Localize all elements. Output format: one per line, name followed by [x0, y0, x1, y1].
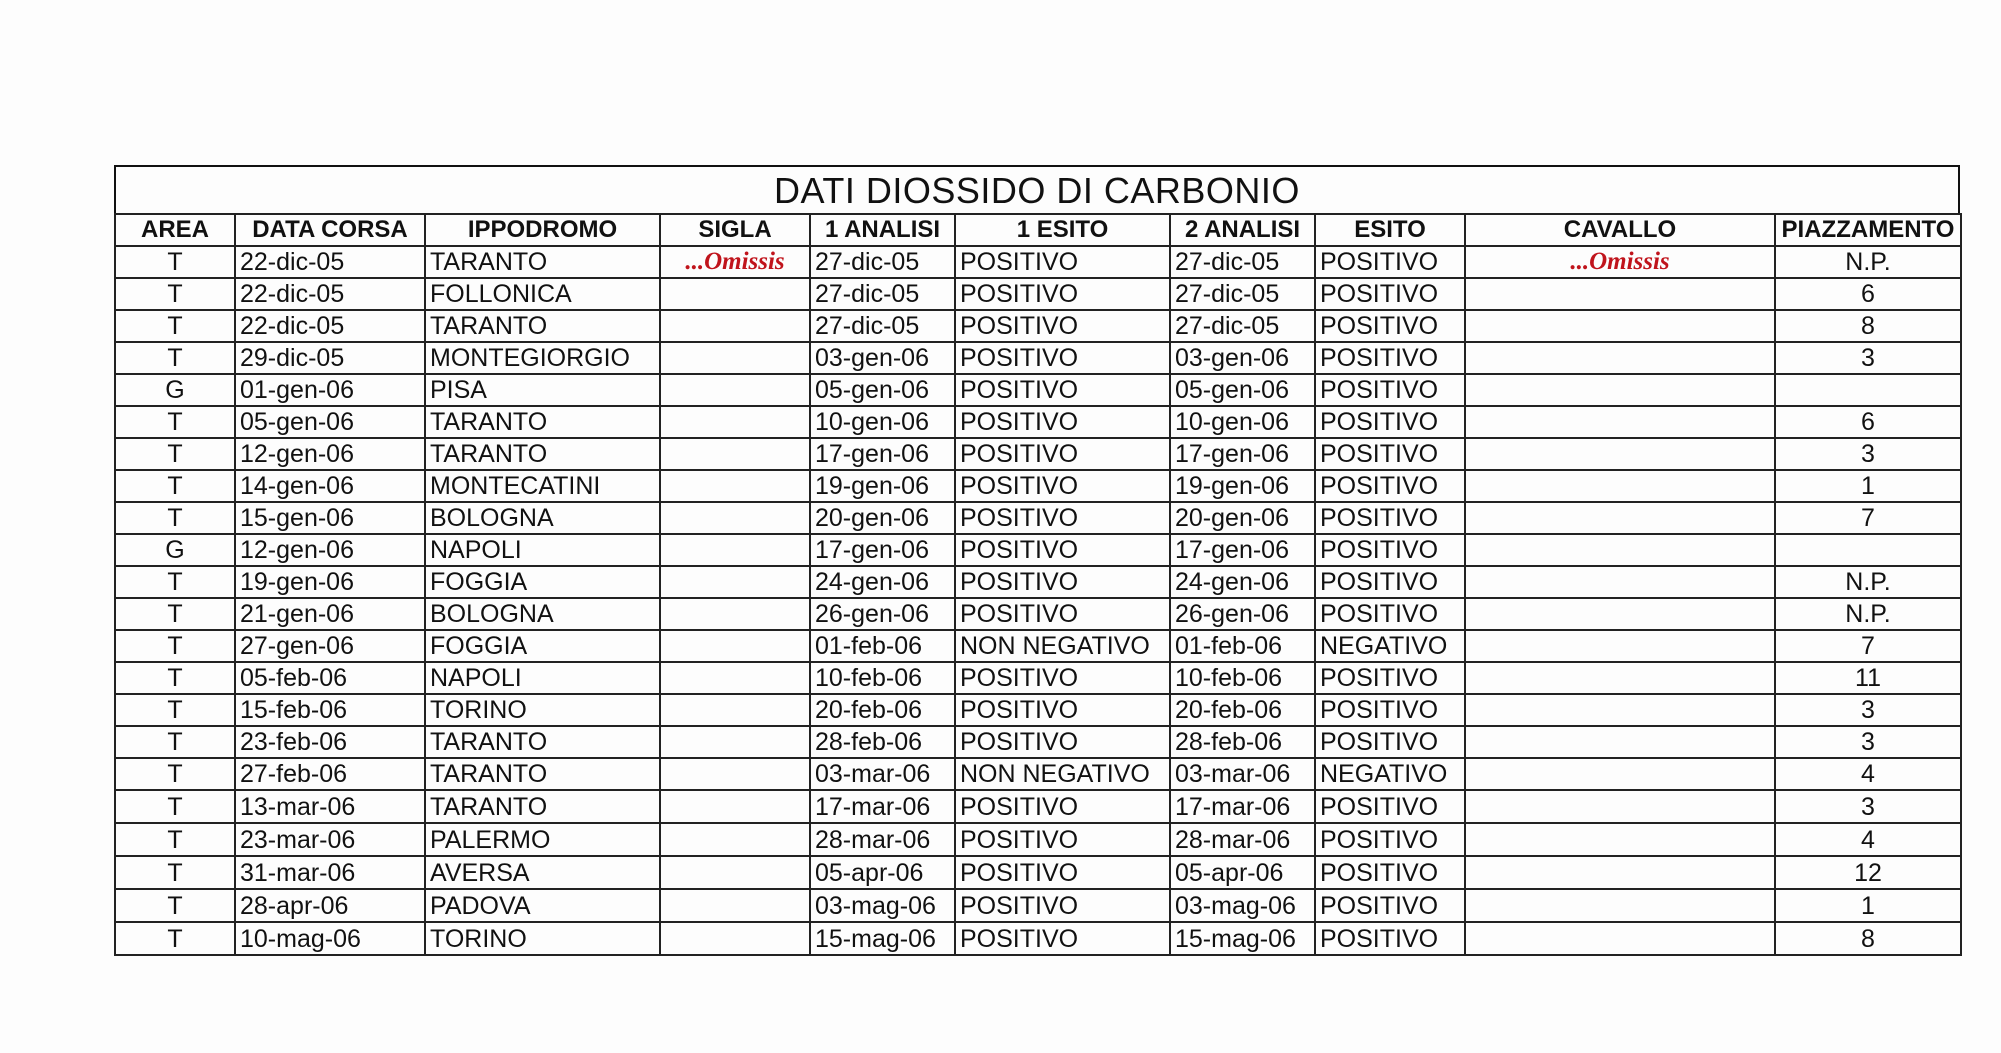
cell-2-analisi: 20-feb-06 — [1170, 694, 1315, 726]
cell-sigla — [660, 470, 810, 502]
cell-ippodromo: TARANTO — [425, 246, 660, 278]
cell-cavallo — [1465, 630, 1775, 662]
cell-esito: POSITIVO — [1315, 726, 1465, 758]
cell-esito: POSITIVO — [1315, 922, 1465, 955]
cell-area: T — [115, 502, 235, 534]
cell-1-esito: POSITIVO — [955, 534, 1170, 566]
cell-1-analisi: 24-gen-06 — [810, 566, 955, 598]
cell-sigla — [660, 823, 810, 856]
cell-sigla — [660, 278, 810, 310]
cell-cavallo — [1465, 758, 1775, 790]
cell-area: T — [115, 823, 235, 856]
cell-area: T — [115, 438, 235, 470]
cell-piazzamento: 6 — [1775, 278, 1961, 310]
cell-esito: NEGATIVO — [1315, 630, 1465, 662]
cell-ippodromo: MONTEGIORGIO — [425, 342, 660, 374]
cell-piazzamento: N.P. — [1775, 566, 1961, 598]
cell-1-analisi: 20-feb-06 — [810, 694, 955, 726]
cell-1-esito: POSITIVO — [955, 310, 1170, 342]
cell-2-analisi: 03-mar-06 — [1170, 758, 1315, 790]
table-row — [115, 726, 1961, 758]
table-row — [115, 566, 1961, 598]
cell-piazzamento: 1 — [1775, 889, 1961, 922]
cell-1-analisi: 28-mar-06 — [810, 823, 955, 856]
table-row — [115, 790, 1961, 823]
cell-data-corsa: 29-dic-05 — [235, 342, 425, 374]
cell-esito: POSITIVO — [1315, 470, 1465, 502]
cell-1-analisi: 26-gen-06 — [810, 598, 955, 630]
cell-area: T — [115, 406, 235, 438]
table-row — [115, 406, 1961, 438]
cell-2-analisi: 15-mag-06 — [1170, 922, 1315, 955]
cell-2-analisi: 19-gen-06 — [1170, 470, 1315, 502]
cell-2-analisi: 27-dic-05 — [1170, 246, 1315, 278]
cell-area: T — [115, 922, 235, 955]
cell-1-esito: POSITIVO — [955, 342, 1170, 374]
table-row — [115, 694, 1961, 726]
table-row — [115, 598, 1961, 630]
cell-2-analisi: 01-feb-06 — [1170, 630, 1315, 662]
cell-1-analisi: 10-feb-06 — [810, 662, 955, 694]
cell-data-corsa: 12-gen-06 — [235, 438, 425, 470]
cell-esito: POSITIVO — [1315, 889, 1465, 922]
cell-esito: POSITIVO — [1315, 566, 1465, 598]
cell-area: G — [115, 534, 235, 566]
table-row — [115, 662, 1961, 694]
cell-ippodromo: TARANTO — [425, 310, 660, 342]
cell-cavallo — [1465, 823, 1775, 856]
cell-data-corsa: 22-dic-05 — [235, 310, 425, 342]
cell-cavallo — [1465, 726, 1775, 758]
cell-1-esito: POSITIVO — [955, 790, 1170, 823]
cell-sigla — [660, 726, 810, 758]
cell-ippodromo: BOLOGNA — [425, 598, 660, 630]
table-body — [115, 246, 1961, 955]
cell-1-analisi: 03-mar-06 — [810, 758, 955, 790]
cell-1-analisi: 15-mag-06 — [810, 922, 955, 955]
cell-piazzamento — [1775, 374, 1961, 406]
cell-2-analisi: 17-gen-06 — [1170, 438, 1315, 470]
cell-sigla — [660, 534, 810, 566]
cell-ippodromo: TARANTO — [425, 406, 660, 438]
cell-ippodromo: TARANTO — [425, 758, 660, 790]
cell-1-esito: POSITIVO — [955, 694, 1170, 726]
cell-1-esito: POSITIVO — [955, 823, 1170, 856]
cell-area: T — [115, 856, 235, 889]
header-cavallo: CAVALLO — [1465, 214, 1775, 246]
table-row — [115, 502, 1961, 534]
cell-data-corsa: 15-feb-06 — [235, 694, 425, 726]
cell-1-analisi: 05-gen-06 — [810, 374, 955, 406]
cell-cavallo — [1465, 438, 1775, 470]
cell-esito: POSITIVO — [1315, 823, 1465, 856]
cell-piazzamento: 6 — [1775, 406, 1961, 438]
cell-sigla — [660, 630, 810, 662]
cell-area: T — [115, 889, 235, 922]
cell-sigla — [660, 406, 810, 438]
table-row — [115, 856, 1961, 889]
cell-data-corsa: 31-mar-06 — [235, 856, 425, 889]
cell-2-analisi: 27-dic-05 — [1170, 310, 1315, 342]
cell-1-esito: POSITIVO — [955, 438, 1170, 470]
table-row — [115, 823, 1961, 856]
cell-data-corsa: 22-dic-05 — [235, 246, 425, 278]
cell-data-corsa: 22-dic-05 — [235, 278, 425, 310]
table-row — [115, 310, 1961, 342]
cell-piazzamento: 3 — [1775, 726, 1961, 758]
cell-cavallo — [1465, 922, 1775, 955]
cell-cavallo — [1465, 566, 1775, 598]
cell-area: T — [115, 630, 235, 662]
cell-cavallo — [1465, 406, 1775, 438]
cell-sigla — [660, 502, 810, 534]
cell-ippodromo: PALERMO — [425, 823, 660, 856]
cell-sigla — [660, 790, 810, 823]
table-row — [115, 374, 1961, 406]
cell-ippodromo: TORINO — [425, 922, 660, 955]
cell-ippodromo: TARANTO — [425, 438, 660, 470]
cell-1-analisi: 27-dic-05 — [810, 246, 955, 278]
cell-esito: POSITIVO — [1315, 406, 1465, 438]
cell-area: T — [115, 694, 235, 726]
cell-2-analisi: 05-gen-06 — [1170, 374, 1315, 406]
cell-1-analisi: 17-gen-06 — [810, 534, 955, 566]
cell-1-analisi: 20-gen-06 — [810, 502, 955, 534]
cell-1-esito: POSITIVO — [955, 278, 1170, 310]
cell-data-corsa: 19-gen-06 — [235, 566, 425, 598]
table-row — [115, 630, 1961, 662]
cell-1-analisi: 27-dic-05 — [810, 310, 955, 342]
cell-esito: NEGATIVO — [1315, 758, 1465, 790]
table-row — [115, 758, 1961, 790]
cell-piazzamento: 8 — [1775, 310, 1961, 342]
cell-data-corsa: 27-feb-06 — [235, 758, 425, 790]
cell-sigla — [660, 758, 810, 790]
cell-area: T — [115, 790, 235, 823]
cell-area: T — [115, 470, 235, 502]
cell-sigla — [660, 374, 810, 406]
cell-cavallo — [1465, 598, 1775, 630]
cell-cavallo — [1465, 502, 1775, 534]
data-table — [114, 213, 1962, 956]
cell-piazzamento: 3 — [1775, 438, 1961, 470]
cell-esito: POSITIVO — [1315, 598, 1465, 630]
cell-piazzamento: N.P. — [1775, 246, 1961, 278]
cell-piazzamento: 7 — [1775, 630, 1961, 662]
cell-2-analisi: 10-gen-06 — [1170, 406, 1315, 438]
cell-sigla — [660, 438, 810, 470]
cell-ippodromo: PADOVA — [425, 889, 660, 922]
header-data-corsa: DATA CORSA — [235, 214, 425, 246]
cell-ippodromo: NAPOLI — [425, 534, 660, 566]
cell-ippodromo: TORINO — [425, 694, 660, 726]
cell-cavallo — [1465, 310, 1775, 342]
cell-cavallo — [1465, 694, 1775, 726]
cell-1-esito: POSITIVO — [955, 856, 1170, 889]
cell-1-analisi: 03-gen-06 — [810, 342, 955, 374]
table-row — [115, 922, 1961, 955]
cell-2-analisi: 24-gen-06 — [1170, 566, 1315, 598]
table-row — [115, 889, 1961, 922]
cell-ippodromo: FOGGIA — [425, 566, 660, 598]
cell-2-analisi: 28-feb-06 — [1170, 726, 1315, 758]
omissis-cavallo: ...Omissis — [1465, 246, 1775, 278]
cell-sigla — [660, 566, 810, 598]
cell-area: T — [115, 758, 235, 790]
cell-2-analisi: 10-feb-06 — [1170, 662, 1315, 694]
cell-cavallo — [1465, 534, 1775, 566]
cell-esito: POSITIVO — [1315, 790, 1465, 823]
cell-1-analisi: 01-feb-06 — [810, 630, 955, 662]
cell-ippodromo: NAPOLI — [425, 662, 660, 694]
cell-1-esito: POSITIVO — [955, 374, 1170, 406]
cell-piazzamento: 12 — [1775, 856, 1961, 889]
table-row — [115, 342, 1961, 374]
cell-cavallo — [1465, 374, 1775, 406]
cell-1-analisi: 03-mag-06 — [810, 889, 955, 922]
cell-piazzamento: 4 — [1775, 758, 1961, 790]
cell-area: T — [115, 342, 235, 374]
header-sigla: SIGLA — [660, 214, 810, 246]
cell-2-analisi: 27-dic-05 — [1170, 278, 1315, 310]
cell-1-esito: POSITIVO — [955, 470, 1170, 502]
cell-esito: POSITIVO — [1315, 278, 1465, 310]
cell-piazzamento: 11 — [1775, 662, 1961, 694]
cell-area: T — [115, 726, 235, 758]
cell-sigla — [660, 694, 810, 726]
cell-1-esito: POSITIVO — [955, 922, 1170, 955]
header-row — [115, 214, 1961, 246]
cell-esito: POSITIVO — [1315, 534, 1465, 566]
cell-sigla — [660, 598, 810, 630]
header-ippodromo: IPPODROMO — [425, 214, 660, 246]
cell-1-esito: POSITIVO — [955, 662, 1170, 694]
cell-data-corsa: 05-feb-06 — [235, 662, 425, 694]
header-esito: ESITO — [1315, 214, 1465, 246]
cell-1-analisi: 27-dic-05 — [810, 278, 955, 310]
cell-ippodromo: TARANTO — [425, 790, 660, 823]
cell-area: G — [115, 374, 235, 406]
cell-area: T — [115, 310, 235, 342]
cell-2-analisi: 28-mar-06 — [1170, 823, 1315, 856]
header-1-analisi: 1 ANALISI — [810, 214, 955, 246]
cell-1-esito: POSITIVO — [955, 502, 1170, 534]
cell-ippodromo: TARANTO — [425, 726, 660, 758]
cell-1-esito: NON NEGATIVO — [955, 758, 1170, 790]
cell-2-analisi: 03-gen-06 — [1170, 342, 1315, 374]
table-row — [115, 278, 1961, 310]
cell-sigla — [660, 310, 810, 342]
cell-data-corsa: 21-gen-06 — [235, 598, 425, 630]
cell-cavallo — [1465, 470, 1775, 502]
cell-esito: POSITIVO — [1315, 342, 1465, 374]
cell-area: T — [115, 246, 235, 278]
cell-1-analisi: 17-mar-06 — [810, 790, 955, 823]
cell-cavallo — [1465, 662, 1775, 694]
cell-2-analisi: 20-gen-06 — [1170, 502, 1315, 534]
cell-sigla — [660, 342, 810, 374]
cell-cavallo — [1465, 889, 1775, 922]
cell-data-corsa: 13-mar-06 — [235, 790, 425, 823]
cell-1-esito: POSITIVO — [955, 889, 1170, 922]
cell-esito: POSITIVO — [1315, 374, 1465, 406]
cell-data-corsa: 15-gen-06 — [235, 502, 425, 534]
cell-piazzamento: 1 — [1775, 470, 1961, 502]
cell-1-esito: POSITIVO — [955, 598, 1170, 630]
cell-esito: POSITIVO — [1315, 310, 1465, 342]
cell-esito: POSITIVO — [1315, 246, 1465, 278]
cell-piazzamento — [1775, 534, 1961, 566]
cell-ippodromo: FOGGIA — [425, 630, 660, 662]
cell-data-corsa: 23-feb-06 — [235, 726, 425, 758]
cell-1-analisi: 19-gen-06 — [810, 470, 955, 502]
cell-esito: POSITIVO — [1315, 502, 1465, 534]
header-1-esito: 1 ESITO — [955, 214, 1170, 246]
cell-data-corsa: 10-mag-06 — [235, 922, 425, 955]
cell-data-corsa: 12-gen-06 — [235, 534, 425, 566]
cell-1-esito: POSITIVO — [955, 246, 1170, 278]
cell-1-esito: POSITIVO — [955, 406, 1170, 438]
cell-1-esito: POSITIVO — [955, 566, 1170, 598]
cell-esito: POSITIVO — [1315, 856, 1465, 889]
cell-1-analisi: 17-gen-06 — [810, 438, 955, 470]
header-piazzamento: PIAZZAMENTO — [1775, 214, 1961, 246]
cell-esito: POSITIVO — [1315, 662, 1465, 694]
table-row — [115, 470, 1961, 502]
cell-cavallo — [1465, 856, 1775, 889]
cell-piazzamento: 8 — [1775, 922, 1961, 955]
cell-2-analisi: 17-gen-06 — [1170, 534, 1315, 566]
cell-area: T — [115, 278, 235, 310]
cell-sigla — [660, 889, 810, 922]
table-title: DATI DIOSSIDO DI CARBONIO — [114, 165, 1960, 213]
cell-piazzamento: 7 — [1775, 502, 1961, 534]
cell-data-corsa: 23-mar-06 — [235, 823, 425, 856]
cell-ippodromo: AVERSA — [425, 856, 660, 889]
table-row — [115, 534, 1961, 566]
header-2-analisi: 2 ANALISI — [1170, 214, 1315, 246]
cell-piazzamento: N.P. — [1775, 598, 1961, 630]
cell-data-corsa: 27-gen-06 — [235, 630, 425, 662]
cell-sigla — [660, 662, 810, 694]
cell-data-corsa: 14-gen-06 — [235, 470, 425, 502]
cell-1-esito: POSITIVO — [955, 726, 1170, 758]
cell-esito: POSITIVO — [1315, 438, 1465, 470]
cell-ippodromo: MONTECATINI — [425, 470, 660, 502]
header-area: AREA — [115, 214, 235, 246]
cell-data-corsa: 28-apr-06 — [235, 889, 425, 922]
cell-2-analisi: 05-apr-06 — [1170, 856, 1315, 889]
cell-piazzamento: 3 — [1775, 342, 1961, 374]
cell-ippodromo: BOLOGNA — [425, 502, 660, 534]
cell-cavallo — [1465, 342, 1775, 374]
cell-1-analisi: 28-feb-06 — [810, 726, 955, 758]
cell-piazzamento: 3 — [1775, 790, 1961, 823]
cell-data-corsa: 01-gen-06 — [235, 374, 425, 406]
cell-data-corsa: 05-gen-06 — [235, 406, 425, 438]
cell-piazzamento: 3 — [1775, 694, 1961, 726]
cell-cavallo — [1465, 790, 1775, 823]
cell-area: T — [115, 566, 235, 598]
cell-1-esito: NON NEGATIVO — [955, 630, 1170, 662]
cell-area: T — [115, 662, 235, 694]
cell-sigla — [660, 856, 810, 889]
cell-ippodromo: PISA — [425, 374, 660, 406]
cell-piazzamento: 4 — [1775, 823, 1961, 856]
cell-1-analisi: 10-gen-06 — [810, 406, 955, 438]
omissis-sigla: ...Omissis — [660, 246, 810, 278]
cell-ippodromo: FOLLONICA — [425, 278, 660, 310]
cell-area: T — [115, 598, 235, 630]
table-row — [115, 438, 1961, 470]
cell-1-analisi: 05-apr-06 — [810, 856, 955, 889]
cell-esito: POSITIVO — [1315, 694, 1465, 726]
cell-2-analisi: 17-mar-06 — [1170, 790, 1315, 823]
cell-2-analisi: 26-gen-06 — [1170, 598, 1315, 630]
table-row — [115, 246, 1961, 278]
cell-cavallo — [1465, 278, 1775, 310]
cell-2-analisi: 03-mag-06 — [1170, 889, 1315, 922]
cell-sigla — [660, 922, 810, 955]
